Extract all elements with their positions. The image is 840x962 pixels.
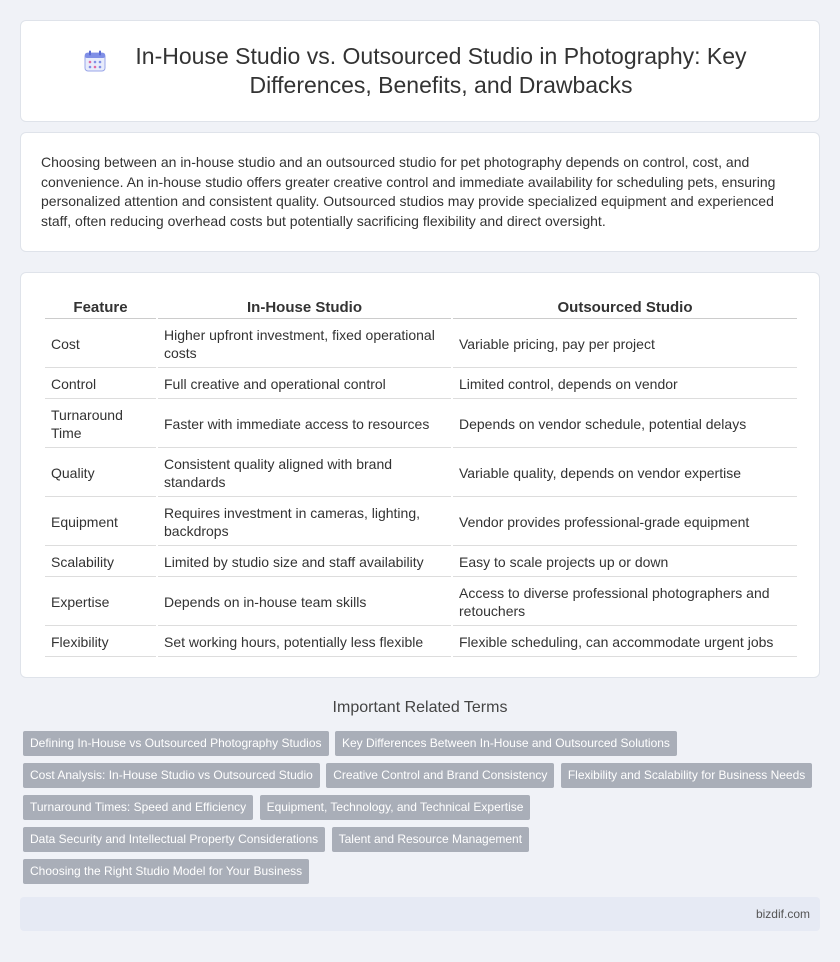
- footer-site-link[interactable]: bizdif.com: [755, 907, 810, 921]
- cell-outsourced: Vendor provides professional-grade equipment: [453, 499, 797, 546]
- cell-in-house: Faster with immediate access to resources: [158, 401, 451, 448]
- table-row: [45, 628, 797, 657]
- table-row: [45, 548, 797, 577]
- related-terms-list: [23, 731, 823, 891]
- cell-feature: Flexibility: [45, 628, 156, 657]
- table-row: [45, 321, 797, 368]
- cell-outsourced: Access to diverse professional photographers and retouchers: [453, 579, 797, 626]
- table-row: [45, 370, 797, 399]
- cell-feature: Quality: [45, 450, 156, 497]
- related-term-tag[interactable]: Creative Control and Brand Consistency: [326, 763, 554, 788]
- related-term-tag[interactable]: Data Security and Intellectual Property Considerations: [23, 827, 325, 852]
- related-term-tag[interactable]: Cost Analysis: In-House Studio vs Outsourced Studio: [23, 763, 320, 788]
- cell-feature: Cost: [45, 321, 156, 368]
- cell-feature: Equipment: [45, 499, 156, 546]
- related-term-tag[interactable]: Flexibility and Scalability for Business Needs: [561, 763, 812, 788]
- column-header-in-house: In-House Studio: [158, 295, 451, 319]
- comparison-table: [43, 293, 799, 659]
- comparison-table-card: [20, 272, 820, 678]
- page-title: In-House Studio vs. Outsourced Studio in Photography: Key Differences, Benefits, and Drawbacks: [135, 43, 747, 98]
- column-header-outsourced: Outsourced Studio: [453, 295, 797, 319]
- cell-feature: Turnaround Time: [45, 401, 156, 448]
- related-terms-title: Important Related Terms: [332, 699, 508, 716]
- cell-feature: Scalability: [45, 548, 156, 577]
- cell-feature: Control: [45, 370, 156, 399]
- related-term-tag[interactable]: Equipment, Technology, and Technical Expertise: [260, 795, 531, 820]
- cell-outsourced: Depends on vendor schedule, potential delays: [453, 401, 797, 448]
- related-term-tag[interactable]: Turnaround Times: Speed and Efficiency: [23, 795, 253, 820]
- table-row: [45, 450, 797, 497]
- table-header-row: [45, 295, 797, 319]
- related-term-tag[interactable]: Choosing the Right Studio Model for Your Business: [23, 859, 309, 884]
- cell-in-house: Higher upfront investment, fixed operational costs: [158, 321, 451, 368]
- calendar-icon: [84, 50, 106, 72]
- table-row: [45, 499, 797, 546]
- cell-outsourced: Variable pricing, pay per project: [453, 321, 797, 368]
- related-term-tag[interactable]: Defining In-House vs Outsourced Photography Studios: [23, 731, 329, 756]
- cell-in-house: Full creative and operational control: [158, 370, 451, 399]
- cell-in-house: Requires investment in cameras, lighting, backdrops: [158, 499, 451, 546]
- cell-outsourced: Limited control, depends on vendor: [453, 370, 797, 399]
- header-card: [20, 20, 820, 122]
- cell-in-house: Depends on in-house team skills: [158, 579, 451, 626]
- cell-in-house: Limited by studio size and staff availability: [158, 548, 451, 577]
- cell-feature: Expertise: [45, 579, 156, 626]
- column-header-feature: Feature: [45, 295, 156, 319]
- related-term-tag[interactable]: Key Differences Between In-House and Outsourced Solutions: [335, 731, 677, 756]
- intro-paragraph: Choosing between an in-house studio and an outsourced studio for pet photography depends on control, cost, and convenience. An in-house studio offers greater creative control and immediate availability for scheduling pets, ensuring personalized attention and consistent quality. Outsourced studios may provide specialized equipment and experienced staff, often reducing overhead costs but potentially sacrificing flexibility and direct oversight.: [41, 154, 776, 229]
- cell-outsourced: Variable quality, depends on vendor expertise: [453, 450, 797, 497]
- table-row: [45, 401, 797, 448]
- related-term-tag[interactable]: Talent and Resource Management: [332, 827, 529, 852]
- cell-in-house: Set working hours, potentially less flexible: [158, 628, 451, 657]
- table-row: [45, 579, 797, 626]
- cell-in-house: Consistent quality aligned with brand standards: [158, 450, 451, 497]
- cell-outsourced: Easy to scale projects up or down: [453, 548, 797, 577]
- footer: [20, 897, 820, 931]
- intro-card: [20, 132, 820, 252]
- cell-outsourced: Flexible scheduling, can accommodate urgent jobs: [453, 628, 797, 657]
